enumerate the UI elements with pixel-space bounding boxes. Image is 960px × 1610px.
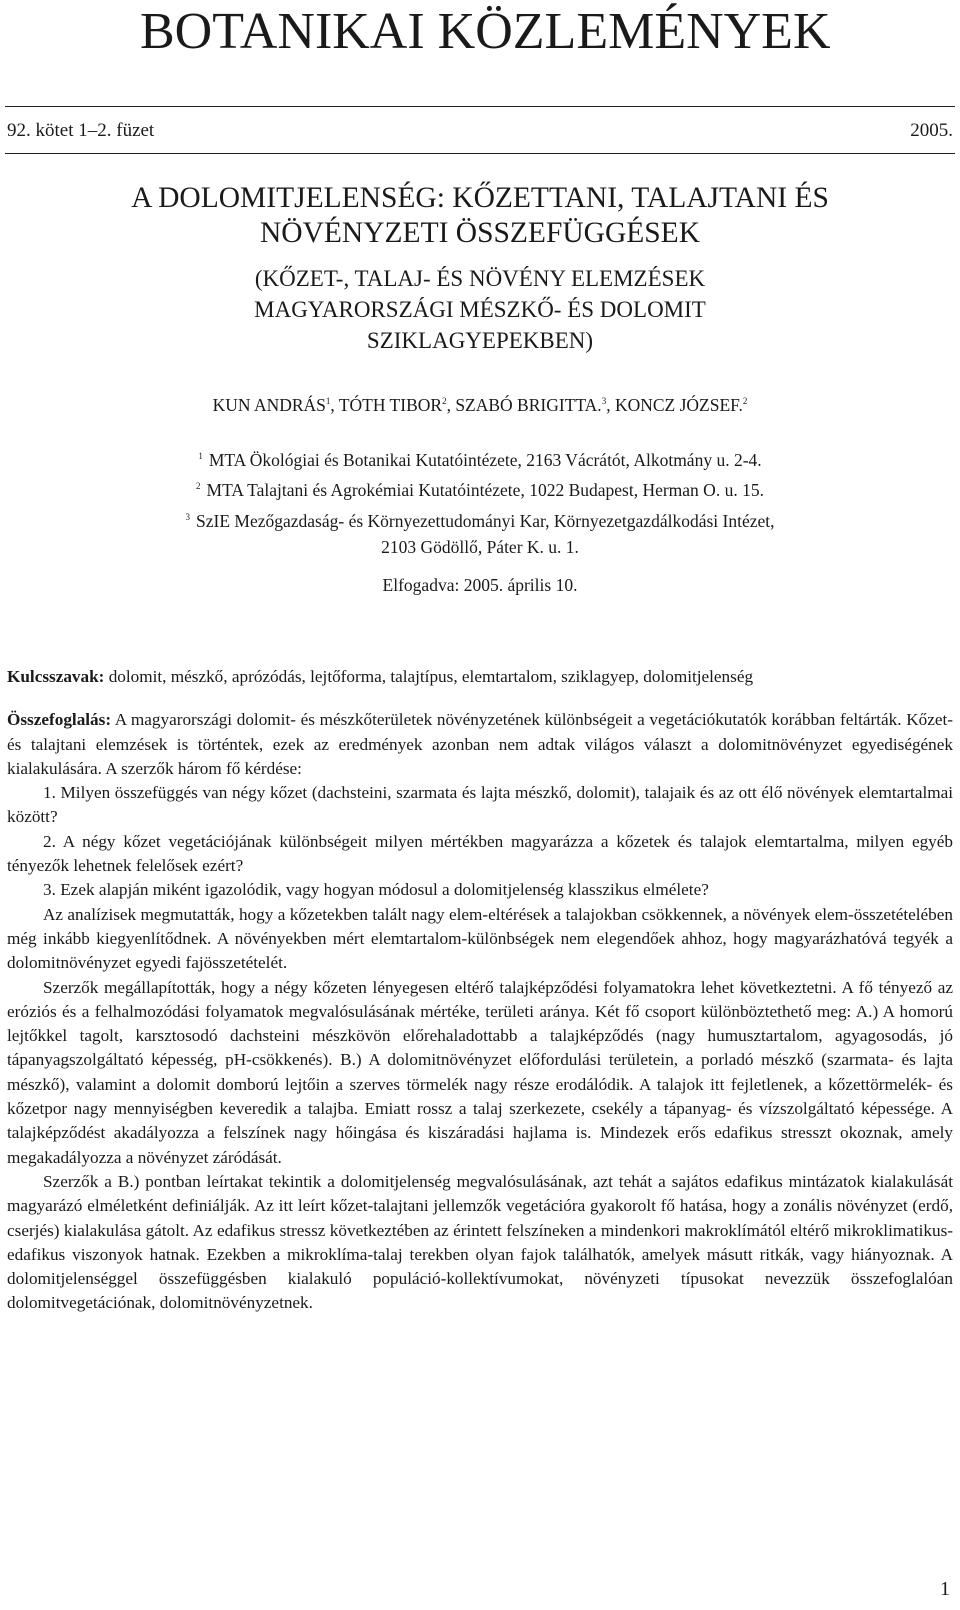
abstract-intro-text: A magyarországi dolomit- és mészkőterületek növényzetének különbségeit a vegetációkutatók korábban feltárták. Kőzet- és talajtani elemzések is történtek, ezek az eredmények azonban nem adtak világos választ a dolomitnövényzet egyediségének kialakulására. A szerzők három fő kérdése: xyxy=(7,710,953,778)
keywords-text: dolomit, mészkő, aprózódás, lejtőforma, talajtípus, elemtartalom, sziklagyep, dolomitjelenség xyxy=(108,667,754,686)
affiliation-text: MTA Ökológiai és Botanikai Kutatóintézete, 2163 Vácrátót, Alkotmány u. 2-4. xyxy=(208,449,762,470)
article-subtitle-line: (KŐZET-, TALAJ- ÉS NÖVÉNY ELEMZÉSEK xyxy=(254,266,706,291)
header-rule-bottom xyxy=(5,153,955,154)
affiliation-mark: 1 xyxy=(198,451,203,461)
affiliation-list xyxy=(0,443,960,560)
article-body xyxy=(7,665,953,1316)
author-name: SZABÓ BRIGITTA. xyxy=(455,395,602,415)
affiliation-text: SzIE Mezőgazdaság- és Környezettudományi Kar, Környezetgazdálkodási Intézet, xyxy=(196,510,775,531)
author-list xyxy=(0,395,960,416)
article-title xyxy=(0,181,960,251)
affiliation-text: MTA Talajtani és Agrokémiai Kutatóintézete, 1022 Budapest, Herman O. u. 15. xyxy=(206,480,764,501)
issue-volume: 92. kötet 1–2. füzet xyxy=(7,120,155,141)
author-name: KONCZ JÓZSEF. xyxy=(614,395,743,415)
keywords xyxy=(7,665,953,689)
affiliation-item-continued: 2103 Gödöllő, Páter K. u. 1. xyxy=(381,536,579,557)
keywords-label: Kulcsszavak: xyxy=(7,667,105,686)
question-item: 1. Milyen összefüggés van négy kőzet (dachsteini, szarmata és lajta mészkő, dolomit), talajaik és az ott élő növények elemtartalmai között? xyxy=(7,783,953,827)
author-name: TÓTH TIBOR xyxy=(338,395,443,415)
article-title-line: A DOLOMITJELENSÉG: KŐZETTANI, TALAJTANI ÉS xyxy=(131,182,829,214)
author-name: KUN ANDRÁS xyxy=(212,395,326,415)
affiliation-mark: 2 xyxy=(196,481,201,492)
author-affiliation-mark: 1 xyxy=(325,396,331,407)
abstract-intro xyxy=(7,708,953,781)
question-item: 2. A négy kőzet vegetációjának különbségeit milyen mértékben magyarázza a kőzetek és talajok elemtartalma, milyen egyéb tényezők lehetnek felelősek ezért? xyxy=(7,831,953,876)
issue-year: 2005. xyxy=(910,120,953,141)
abstract-label: Összefoglalás: xyxy=(7,710,112,730)
author-separator: , xyxy=(330,395,339,415)
affiliation-item xyxy=(0,473,960,503)
page-number: 1 xyxy=(940,1578,950,1600)
article-subtitle-line: SZIKLAGYEPEKBEN) xyxy=(366,328,594,353)
affiliation-item xyxy=(0,504,960,534)
article-title-line: NÖVÉNYZETI ÖSSZEFÜGGÉSEK xyxy=(259,217,701,249)
journal-title: BOTANIKAI KÖZLEMÉNYEK xyxy=(140,3,831,60)
author-affiliation-mark: 2 xyxy=(742,396,748,407)
affiliation-mark: 3 xyxy=(185,511,190,522)
author-affiliation-mark: 3 xyxy=(601,396,607,407)
article-subtitle xyxy=(0,263,960,356)
author-affiliation-mark: 2 xyxy=(442,396,447,407)
article-subtitle-line: MAGYARORSZÁGI MÉSZKŐ- ÉS DOLOMIT xyxy=(254,297,706,322)
accepted-date: Elfogadva: 2005. április 10. xyxy=(382,575,578,595)
affiliation-item xyxy=(0,443,960,473)
author-separator: , xyxy=(446,395,456,415)
body-paragraph: Szerzők a B.) pontban leírtakat tekintik a dolomitjelenség megvalósulásának, azt tehát a sajátos edafikus mintázatok kialakulását magyarázó elméletként definiálják. Az itt leírt kőzet-talajtani jellemzők vegetációra gyakorolt fő hatása, hogy a zonális növényzet (erdő, cserjés) kialakulása gátolt. Az edafikus stressz következtében az érintett felszíneken a mindenkori makroklímától eltérő mikroklimatikus-edafikus viszonyok hatnak. Ezekben a mikroklíma-talaj terekben olyan fajok találhatók, amelyek másutt ritkák, vagy hiányoznak. A dolomitjelenséggel összefüggésben kialakuló populáció-kollektívumokat, növényzeti típusokat nevezzük összefoglalóan dolomitvegetációnak, dolomitnövényzetnek. xyxy=(7,1171,953,1313)
question-item: 3. Ezek alapján miként igazolódik, vagy hogyan módosul a dolomitjelenség klasszikus elmélete? xyxy=(43,880,709,900)
author-separator: , xyxy=(606,395,615,415)
body-paragraph: Szerzők megállapították, hogy a négy kőzeten lényegesen eltérő talajképződési folyamatokra lehet következtetni. A fő tényező az eróziós és a felhalmozódási folyamatok megvalósulásának mértéke, területi aránya. Két fő csoport különböztethető meg: A.) A homorú lejtőkkel tagolt, karsztosodó dachsteini mészkövön előrehaladottabb a talajképződés (nagy humusztartalom, agyagosodás, jó tápanyagszolgáltató képesség, pH-csökkenés). B.) A dolomitnövényzet előfordulási területein, a porladó mészkő (szarmata- és lajta mészkő), valamint a dolomit domború lejtőin a szerves törmelék nagy része erodálódik. A talajok itt fejletlenek, a kőzettörmelék- és kőzetpor nagy mennyiségben keveredik a talajba. Emiatt rossz a talaj szerkezete, csekély a tápanyag- és vízszolgáltató képessége. A talajképződést akadályozza a felszínek nagy hőingása és kiszáradási hajlama is. Mindezek erős edafikus stresszt okoznak, amely megakadályozza a növényzet záródását. xyxy=(7,977,953,1167)
header-rule-top xyxy=(5,106,955,107)
body-paragraph: Az analízisek megmutatták, hogy a kőzetekben talált nagy elem-eltérések a talajokban csökkennek, a növények elem-összetételében még inkább kiegyenlítődnek. A növényekben mért elemtartalom-különbségek nem elegendőek ahhoz, hogy magyarázhatóvá tegyék a dolomitnövényzet egyedi fajösszetételét. xyxy=(7,904,953,973)
